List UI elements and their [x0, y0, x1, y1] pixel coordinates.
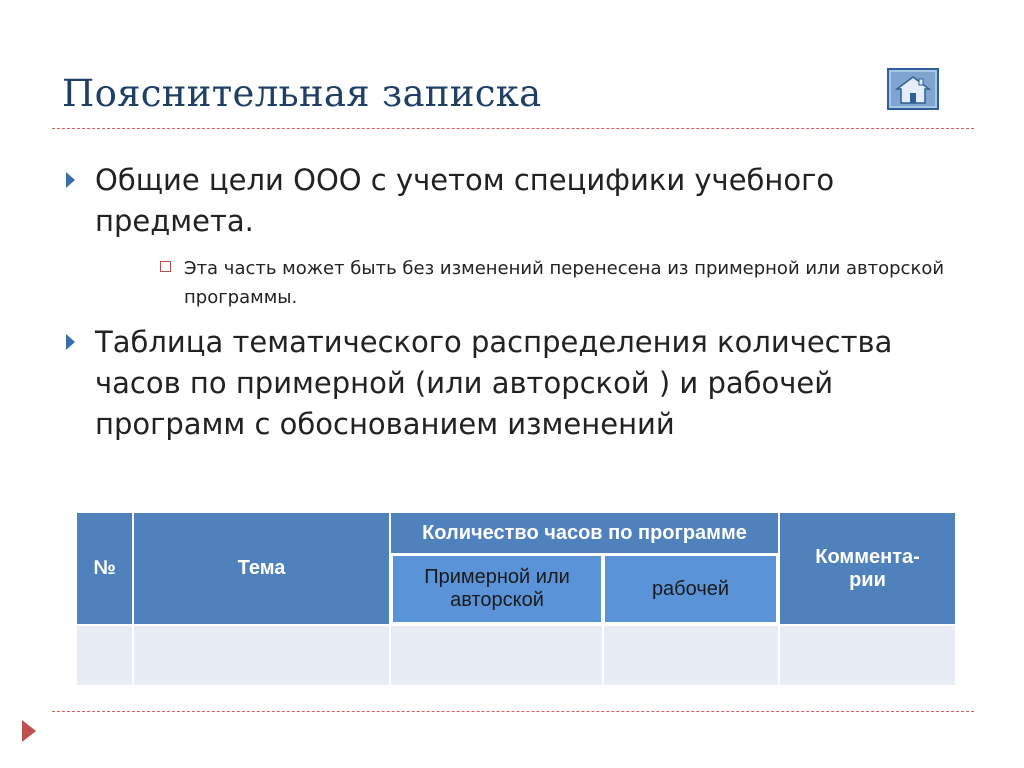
header-working: рабочей [603, 554, 778, 624]
home-icon [894, 75, 932, 105]
header-sample: Примерной или авторской [391, 554, 603, 624]
footer-divider [52, 711, 974, 712]
bullet-text: Таблица тематического распределения количества часов по примерной (или авторской ) и рабочей программ с обоснованием изменений [95, 325, 893, 441]
sub-bullet-text: Эта часть может быть без изменений перенесена из примерной или авторской программы. [184, 258, 945, 308]
sub-bullet-item [160, 254, 960, 312]
slide-title: Пояснительная записка [62, 72, 542, 115]
bullet-item [66, 322, 946, 445]
header-hours: Количество часов по программе [391, 513, 778, 553]
bullet-text: Общие цели ООО с учетом специфики учебного предмета. [95, 163, 835, 238]
header-comments: Коммента-рии [780, 513, 955, 624]
bullet-arrow-icon [66, 334, 75, 350]
table-cell [77, 626, 132, 685]
table-cell [780, 626, 955, 685]
home-button[interactable] [887, 68, 939, 110]
header-num: № [77, 513, 132, 624]
square-bullet-icon [160, 261, 171, 272]
table-cell [391, 626, 602, 685]
slide-corner-arrow-icon [22, 720, 36, 742]
table-cell [604, 626, 778, 685]
bullet-arrow-icon [66, 172, 75, 188]
title-divider [52, 128, 974, 129]
table-cell [134, 626, 389, 685]
header-topic: Тема [134, 513, 389, 624]
bullet-item [66, 160, 946, 242]
